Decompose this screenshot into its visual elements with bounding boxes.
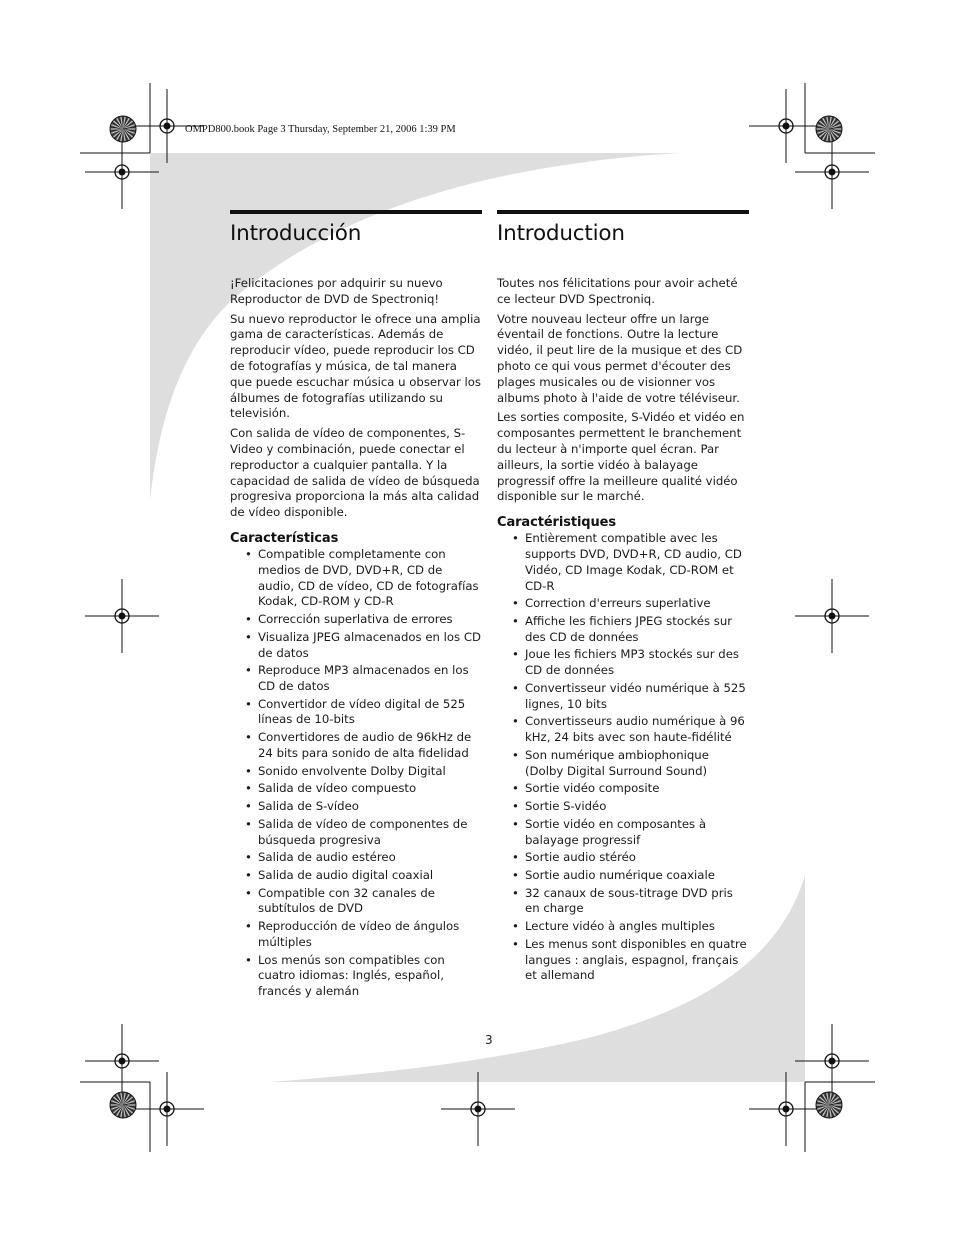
list-item-text: Compatible con 32 canales de subtítulos de DVD [258, 885, 435, 916]
list-item [497, 714, 749, 746]
list-item-text: Visualiza JPEG almacenados en los CD de datos [258, 629, 481, 660]
bullet-icon: • [512, 919, 519, 934]
spanish-column [230, 210, 482, 1002]
registration-target-icon [85, 1024, 159, 1098]
bullet-icon: • [245, 763, 252, 778]
bullet-icon: • [512, 613, 519, 628]
registration-target-icon [130, 1072, 204, 1146]
list-item [230, 764, 482, 780]
bullet-icon: • [512, 781, 519, 796]
features-list-spanish [230, 547, 482, 1000]
list-item [230, 781, 482, 797]
list-item-text: Sortie S-vidéo [525, 799, 607, 814]
list-item [497, 781, 749, 797]
registration-target-icon [85, 579, 159, 653]
paragraph: Con salida de vídeo de componentes, S-Video y combinación, puede conectar el reproductor a cualquier pantalla. Y la capacidad de salida de vídeo de búsqueda progresiva proporciona la más alta calidad de vídeo disponible. [230, 426, 480, 520]
registration-target-icon [749, 89, 823, 163]
list-item-text: Sortie vidéo composite [525, 781, 660, 796]
file-info-stamp: OMPD800.book Page 3 Thursday, September 21, 2006 1:39 PM [185, 124, 456, 135]
intro-text-spanish [230, 276, 482, 521]
list-item [497, 868, 749, 884]
starburst-icon [816, 116, 842, 142]
list-item-text: Sortie audio numérique coaxiale [525, 867, 715, 882]
list-item [230, 730, 482, 762]
list-item-text: Salida de S-vídeo [258, 799, 359, 814]
paragraph: ¡Felicitaciones por adquirir su nuevo Reproductor de DVD de Spectroniq! [230, 276, 443, 306]
list-item-text: Convertisseur vidéo numérique à 525 lignes, 10 bits [525, 680, 746, 711]
bullet-icon: • [512, 596, 519, 611]
features-heading-spanish: Características [230, 530, 339, 546]
intro-text-french [497, 276, 749, 505]
list-item [497, 937, 749, 984]
bullet-icon: • [245, 885, 252, 900]
bullet-icon: • [245, 730, 252, 745]
list-item-text: Sonido envolvente Dolby Digital [258, 763, 446, 778]
list-item-text: Lecture vidéo à angles multiples [525, 919, 715, 934]
list-item-text: Salida de audio digital coaxial [258, 867, 434, 882]
list-item [497, 596, 749, 612]
features-heading-french: Caractéristiques [497, 515, 617, 531]
registration-target-icon [795, 1024, 869, 1098]
bullet-icon: • [512, 816, 519, 831]
list-item-text: Joue les fichiers MP3 stockés sur des CD de données [525, 647, 739, 678]
bullet-icon: • [245, 629, 252, 644]
list-item [497, 886, 749, 918]
paragraph: Votre nouveau lecteur offre un large éventail de fonctions. Outre la lecture vidéo, il peut lire de la musique et des CD photo ce qui vous permet d'écouter des plages musicales ou de visionner vos albums photo à l'aide de votre téléviseur. [497, 311, 743, 405]
paragraph: Les sorties composite, S-Vidéo et vidéo en composantes permettent le branchement du lecteur à n'importe quel écran. Par ailleurs, la sortie vidéo à balayage progressif offre la meilleure qualité vidéo disponible sur le marché. [497, 410, 745, 504]
list-item-text: Entièrement compatible avec les supports DVD, DVD+R, CD audio, CD Vidéo, CD Image Kodak, CD-ROM et CD-R [525, 531, 742, 593]
french-column [497, 210, 749, 986]
page-number: 3 [485, 1033, 493, 1047]
list-item-text: Affiche les fichiers JPEG stockés sur des CD de données [525, 613, 733, 644]
list-item-text: Correction d'erreurs superlative [525, 596, 711, 611]
list-item-text: Salida de vídeo de componentes de búsqueda progresiva [258, 816, 468, 847]
bullet-icon: • [512, 867, 519, 882]
list-item-text: Convertisseurs audio numérique à 96 kHz, 24 bits avec son haute-fidélité [525, 714, 745, 745]
starburst-icon [110, 116, 136, 142]
list-item [230, 630, 482, 662]
list-item-text: Convertidor de vídeo digital de 525 líneas de 10-bits [258, 696, 466, 727]
list-item-text: Reproducción de vídeo de ángulos múltiples [258, 919, 460, 949]
list-item-text: Convertidores de audio de 96kHz de 24 bits para sonido de alta fidelidad [258, 730, 472, 760]
list-item [497, 850, 749, 866]
list-item [497, 647, 749, 679]
paragraph: Toutes nos félicitations pour avoir acheté ce lecteur DVD Spectroniq. [497, 276, 738, 306]
page-title-spanish: Introducción [230, 221, 362, 246]
bullet-icon: • [245, 816, 252, 831]
list-item [497, 817, 749, 849]
list-item [230, 868, 482, 884]
bullet-icon: • [512, 680, 519, 695]
title-rule [497, 210, 749, 214]
list-item [230, 697, 482, 729]
list-item [230, 612, 482, 628]
list-item-text: Sortie audio stéréo [525, 850, 636, 865]
bullet-icon: • [245, 663, 252, 678]
bullet-icon: • [245, 696, 252, 711]
bullet-icon: • [245, 952, 252, 967]
title-rule [230, 210, 482, 214]
bullet-icon: • [245, 546, 252, 561]
list-item [497, 614, 749, 646]
bullet-icon: • [512, 714, 519, 729]
registration-target-icon [795, 579, 869, 653]
list-item [497, 681, 749, 713]
bullet-icon: • [512, 799, 519, 814]
bullet-icon: • [245, 919, 252, 934]
bullet-icon: • [512, 936, 519, 951]
bullet-icon: • [512, 885, 519, 900]
list-item [497, 748, 749, 780]
paragraph: Su nuevo reproductor le ofrece una amplia gama de características. Además de reproducir vídeo, puede reproducir los CD de fotografías y música, de tal manera que puede escuchar música u observar los álbumes de fotografías utilizando su televisión. [230, 311, 481, 421]
bullet-icon: • [245, 612, 252, 627]
bullet-icon: • [512, 850, 519, 865]
list-item [230, 850, 482, 866]
list-item [230, 953, 482, 1000]
list-item-text: 32 canaux de sous-titrage DVD pris en charge [525, 885, 733, 916]
list-item [230, 799, 482, 815]
list-item [230, 919, 482, 951]
list-item-text: Les menus sont disponibles en quatre langues : anglais, espagnol, français et allemand [525, 936, 747, 983]
list-item [230, 663, 482, 695]
bullet-icon: • [245, 867, 252, 882]
bullet-icon: • [512, 647, 519, 662]
list-item-text: Los menús son compatibles con cuatro idiomas: Inglés, español, francés y alemán [258, 952, 445, 999]
features-list-french [497, 531, 749, 984]
list-item [230, 817, 482, 849]
bullet-icon: • [512, 747, 519, 762]
bullet-icon: • [245, 799, 252, 814]
list-item [230, 886, 482, 918]
starburst-icon [816, 1092, 842, 1118]
list-item [497, 919, 749, 935]
bullet-icon: • [245, 850, 252, 865]
list-item-text: Reproduce MP3 almacenados en los CD de datos [258, 663, 469, 693]
starburst-icon [110, 1092, 136, 1118]
list-item-text: Salida de vídeo compuesto [258, 781, 417, 796]
list-item-text: Sortie vidéo en composantes à balayage progressif [525, 816, 706, 847]
registration-target-icon [85, 135, 159, 209]
list-item-text: Corrección superlativa de errores [258, 612, 453, 627]
list-item-text: Son numérique ambiophonique (Dolby Digital Surround Sound) [525, 747, 709, 778]
list-item [230, 547, 482, 610]
registration-target-icon [749, 1072, 823, 1146]
list-item [497, 799, 749, 815]
registration-target-icon [795, 135, 869, 209]
registration-target-icon [441, 1072, 515, 1146]
list-item [497, 531, 749, 594]
list-item-text: Compatible completamente con medios de DVD, DVD+R, CD de audio, CD de vídeo, CD de fotografías Kodak, CD-ROM y CD-R [258, 546, 479, 609]
page-title-french: Introduction [497, 221, 625, 246]
bullet-icon: • [245, 781, 252, 796]
list-item-text: Salida de audio estéreo [258, 850, 396, 865]
bullet-icon: • [512, 531, 519, 546]
